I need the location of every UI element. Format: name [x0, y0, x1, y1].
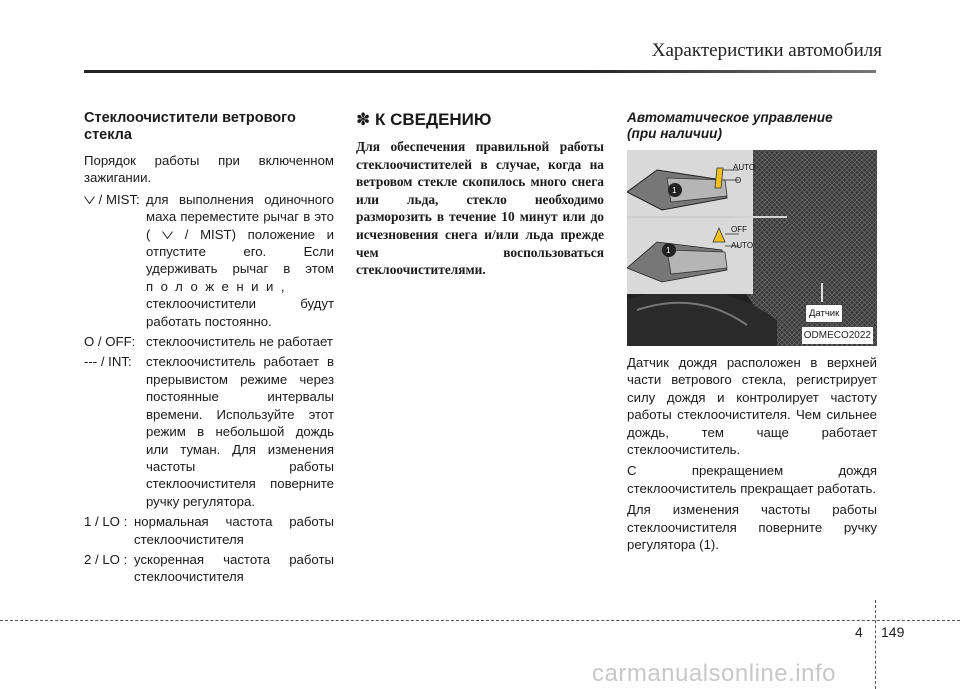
mode-int — [84, 353, 334, 510]
mode-mist — [84, 191, 334, 330]
footer-rule — [0, 620, 960, 621]
mist-text-1: для выполнения одиночного маха переместите рычаг в это ( — [146, 191, 334, 242]
mist-text-2: / MIST) положение и отпустите его. Если удерживать рычаг в этом — [146, 226, 334, 277]
header-rule — [84, 70, 876, 73]
figure-code: ODMECO2022 — [802, 327, 873, 344]
sensor-para-2: С прекращением дождя стеклоочиститель прекращает работать. — [627, 463, 877, 496]
off-text: стеклоочиститель не работает — [146, 334, 333, 350]
sensor-para-3: Для изменения частоты работы стеклоочистителя поверните ручку регулятора (1). — [627, 502, 877, 553]
int-text: стеклоочиститель работает в прерывистом режиме через постоянные интервалы времени. Используйте этот режим в небольшой дождь или туман. Для изменения частоты работы стеклоочистителя поверните ручку регулятора. — [146, 354, 334, 509]
section-heading-wipers — [84, 110, 334, 144]
heading-line-2: стекла — [84, 127, 132, 143]
mode-lo2 — [84, 551, 334, 586]
auto-heading-line-2: (при наличии) — [627, 126, 722, 141]
label-auto-top: AUTO — [733, 163, 756, 172]
auto-heading-line-1: Автоматическое управление — [627, 110, 833, 125]
mode-key-off: O / OFF: — [84, 334, 136, 350]
mist-spaced-word: положении, — [146, 278, 293, 294]
page-number: 149 — [881, 624, 905, 640]
middle-column — [356, 110, 604, 279]
left-column — [84, 110, 334, 589]
rain-sensor-figure — [627, 150, 877, 346]
label-auto-bottom: AUTO — [731, 241, 754, 250]
sensor-para-1: Датчик дождя расположен в верхней части ветрового стекла, регистрирует силу дождя и контролирует частоту работы стеклоочистителя. Чем сильнее дождь, тем чаще работает стеклоочиститель. — [627, 355, 877, 458]
mist-text-3: стеклоочистители будут работать постоянно. — [146, 296, 334, 329]
auto-control-heading — [627, 110, 877, 142]
section-number: 4 — [855, 624, 863, 640]
callout-1-bottom: 1 — [666, 246, 671, 255]
v-symbol-icon — [162, 231, 173, 239]
mode-lo1 — [84, 513, 334, 548]
page-header-title: Характеристики автомобиля — [651, 40, 882, 61]
heading-line-1: Стеклоочистители ветрового — [84, 110, 296, 126]
mode-key-mist — [84, 191, 140, 208]
right-column — [627, 110, 877, 557]
mist-key-text: / MIST: — [98, 191, 140, 207]
lo1-text: нормальная частота работы стеклоочистителя — [134, 514, 334, 547]
sensor-label: Датчик — [805, 304, 843, 323]
label-off: OFF — [731, 225, 747, 234]
mode-key-int: --- / INT: — [84, 354, 132, 370]
note-text: Для обеспечения правильной работы стеклоочистителей в случае, когда на ветровом стекле скопилось много снега или льда, стекло необходимо разморозить в течение 10 минут или до исчезновения снега и/или льда прежде чем воспользоваться стеклоочистителями. — [356, 139, 604, 278]
label-o: O — [735, 176, 742, 185]
mode-key-lo1: 1 / LO : — [84, 514, 128, 530]
mode-key-lo2: 2 / LO : — [84, 551, 128, 567]
callout-1-top: 1 — [672, 186, 677, 195]
v-symbol-icon — [84, 196, 95, 204]
watermark: carmanualsonline.info — [592, 660, 836, 687]
intro-text: Порядок работы при включенном зажигании. — [84, 153, 334, 186]
lo2-text: ускоренная частота работы стеклоочистителя — [134, 551, 334, 585]
note-title: ✽ К СВЕДЕНИЮ — [356, 110, 492, 129]
footer-divider — [875, 600, 876, 689]
mode-off — [84, 333, 334, 350]
